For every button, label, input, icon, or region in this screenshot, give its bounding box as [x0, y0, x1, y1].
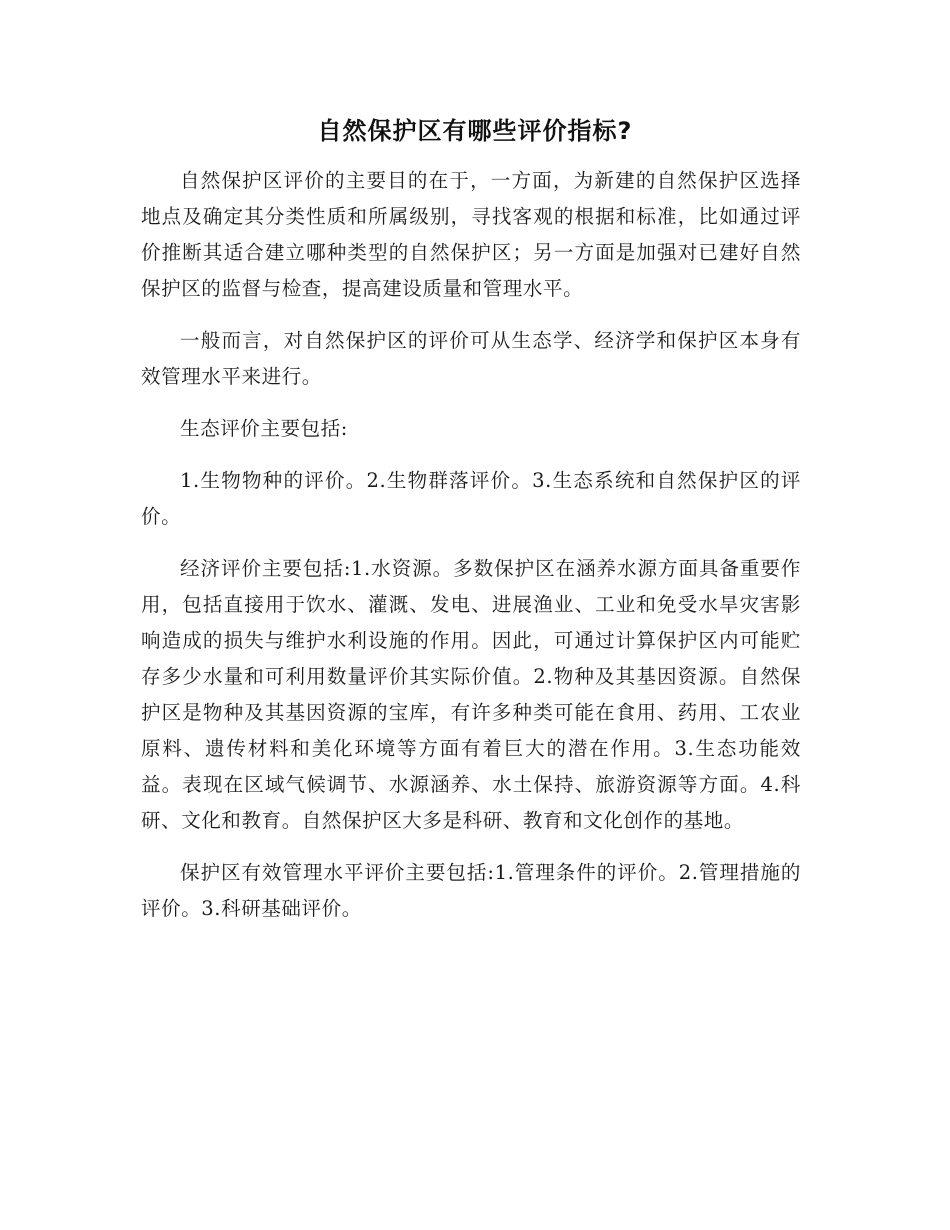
document-body [141, 163, 801, 943]
paragraph-ecological-heading: 生态评价主要包括: [180, 417, 348, 440]
paragraph-management: 保护区有效管理水平评价主要包括:1.管理条件的评价。2.管理措施的评价。3.科研基础评价。 [141, 861, 801, 920]
document-title: 自然保护区有哪些评价指标? [317, 117, 633, 145]
paragraph-purpose: 自然保护区评价的主要目的在于，一方面，为新建的自然保护区选择地点及确定其分类性质和所属级别，寻找客观的根据和标准，比如通过评价推断其适合建立哪种类型的自然保护区；另一方面是加强对已建好自然保护区的监督与检查，提高建设质量和管理水平。 [141, 169, 801, 300]
paragraph-ecological-items: 1.生物物种的评价。2.生物群落评价。3.生态系统和自然保护区的评价。 [141, 469, 801, 528]
paragraph-overview: 一般而言，对自然保护区的评价可从生态学、经济学和保护区本身有效管理水平来进行。 [141, 329, 801, 388]
paragraph-economic: 经济评价主要包括:1.水资源。多数保护区在涵养水源方面具备重要作用，包括直接用于饮水、灌溉、发电、进展渔业、工业和免受水旱灾害影响造成的损失与维护水利设施的作用。因此，可通过计算保护区内可能贮存多少水量和可利用数量评价其实际价值。2.物种及其基因资源。自然保护区是物种及其基因资源的宝库，有许多种类可能在食用、药用、工农业原料、遗传材料和美化环境等方面有着巨大的潜在作用。3.生态功能效益。表现在区域气候调节、水源涵养、水土保持、旅游资源等方面。4.科研、文化和教育。自然保护区大多是科研、教育和文化创作的基地。 [141, 557, 801, 832]
